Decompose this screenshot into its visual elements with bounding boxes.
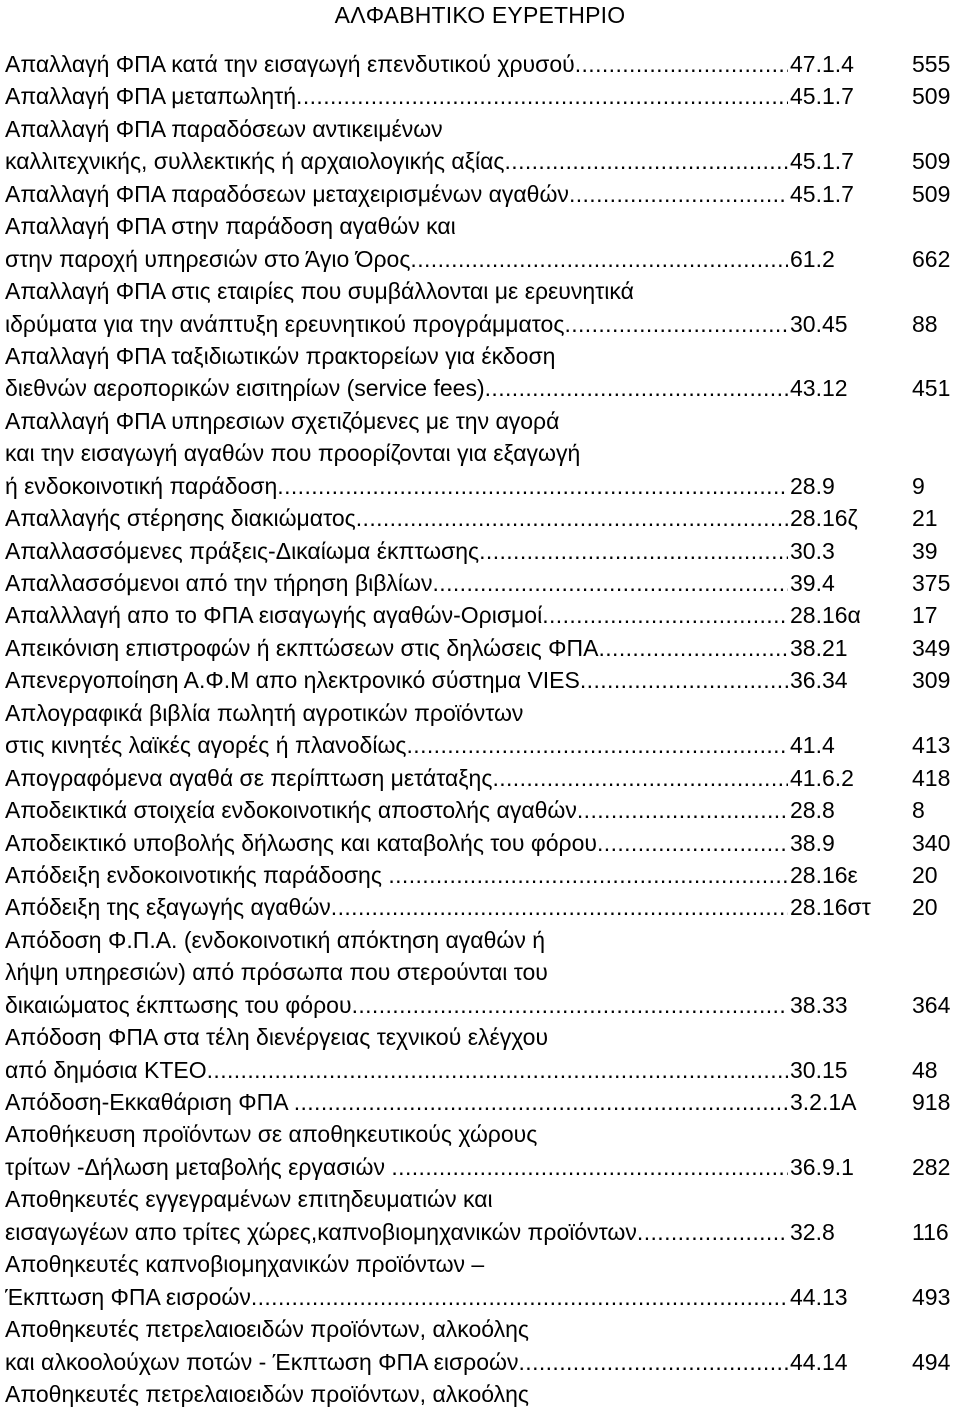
index-line	[0, 1313, 960, 1345]
index-line	[0, 859, 960, 891]
index-line	[0, 989, 960, 1021]
index-entry-page: 9	[912, 472, 925, 499]
index-entry-ref: 28.9	[790, 472, 835, 499]
index-entry-text: Απόδειξη της εξαγωγής αγαθών .....	[5, 891, 788, 923]
index-entry-page: 116	[912, 1218, 949, 1245]
index-line	[0, 794, 960, 826]
index-entry-page: 555	[912, 51, 951, 77]
index-entry-page: 20	[912, 861, 938, 888]
index-entry-ref: 41.4	[790, 732, 835, 759]
index-entry-page: 8	[912, 797, 925, 824]
index-line	[0, 1248, 960, 1280]
index-line	[0, 1054, 960, 1086]
index-line	[0, 243, 960, 275]
index-entry-ref: 28.16ε	[790, 861, 858, 888]
index-entry-text: λήψη υπηρεσιών) από πρόσωπα που στερούνται του	[5, 959, 548, 986]
index-entry-page: 364	[912, 991, 951, 1018]
index-entry-text: Αποθηκευτές πετρελαιοειδών προϊόντων, αλκοόλης	[5, 1380, 529, 1407]
index-line	[0, 632, 960, 664]
index-entry-page: 309	[912, 667, 951, 694]
index-entry-text: από δημόσια ΚΤΕΟ .....	[5, 1054, 788, 1086]
index-line	[0, 1346, 960, 1378]
index-line	[0, 80, 960, 112]
index-entry-page: 509	[912, 83, 951, 110]
index-line	[0, 762, 960, 794]
index-entry-page: 48	[912, 1056, 938, 1083]
index-entry-text: Απαλλαγή ΦΠΑ παραδόσεων αντικειμένων	[5, 115, 443, 142]
index-entry-page: 418	[912, 764, 951, 791]
index-entry-ref: 36.34	[790, 667, 848, 694]
index-line	[0, 275, 960, 307]
index-line	[0, 145, 960, 177]
index-entry-ref: 28.16στ	[790, 894, 871, 921]
index-entry-text: Απαλλαγή ΦΠΑ μεταπωλητή .....	[5, 80, 788, 112]
index-line	[0, 697, 960, 729]
index-entry-page: 494	[912, 1348, 951, 1375]
index-entry-page: 493	[912, 1283, 951, 1310]
index-entry-text: Αποθηκευτές εγγεγραμένων επιτηδευματιών και	[5, 1186, 493, 1213]
index-entry-text: Απογραφόμενα αγαθά σε περίπτωση μετάταξης .....	[5, 762, 788, 794]
index-entry-text: Απαλλαγή ΦΠΑ ταξιδιωτικών πρακτορείων για έκδοση	[5, 342, 556, 369]
index-entry-page: 662	[912, 245, 951, 272]
index-entry-text: Αποθηκευτές πετρελαιοειδών προϊόντων, αλκοόλης	[5, 1316, 529, 1343]
index-entry-ref: 28.16ζ	[790, 505, 858, 532]
index-entry-text: Απαλλασσόμενοι από την τήρηση βιβλίων .....	[5, 567, 788, 599]
index-entry-text: δικαιώματος έκπτωσης του φόρου .....	[5, 989, 788, 1021]
index-entry-text: και αλκοολούχων ποτών - Έκπτωση ΦΠΑ εισροών .....	[5, 1346, 788, 1378]
index-line	[0, 827, 960, 859]
index-entry-text: καλλιτεχνικής, συλλεκτικής ή αρχαιολογικής αξίας .....	[5, 145, 788, 177]
index-entry-text: Απενεργοποίηση Α.Φ.Μ απο ηλεκτρονικό σύστημα VIES .....	[5, 664, 788, 696]
index-line	[0, 340, 960, 372]
index-entry-text: εισαγωγέων απο τρίτες χώρες,καπνοβιομηχανικών προϊόντων .....	[5, 1216, 788, 1248]
index-line	[0, 113, 960, 145]
index-entry-text: Απλογραφικά βιβλία πωλητή αγροτικών προϊόντων	[5, 699, 524, 726]
index-entry-text: Αποδεικτικά στοιχεία ενδοκοινοτικής αποστολής αγαθών .....	[5, 794, 788, 826]
index-line	[0, 1216, 960, 1248]
index-entry-text: Απαλλαγή ΦΠΑ παραδόσεων μεταχειρισμένων αγαθών .....	[5, 178, 788, 210]
index-entry-ref: 3.2.1Α	[790, 1089, 857, 1115]
index-entry-text: Απαλλαγή ΦΠΑ στις εταιρίες που συμβάλλονται με ερευνητικά	[5, 278, 634, 305]
index-entry-text: Απεικόνιση επιστροφών ή εκπτώσεων στις δηλώσεις ΦΠΑ .....	[5, 632, 788, 664]
page-title: ΑΛΦΑΒΗΤΙΚΟ ΕΥΡΕΤΗΡΙΟ	[334, 2, 626, 28]
index-entry-ref: 44.13	[790, 1283, 848, 1310]
index-line	[0, 1151, 960, 1183]
index-entry-ref: 38.21	[790, 634, 848, 661]
index-line	[0, 664, 960, 696]
index-entry-ref: 38.33	[790, 991, 848, 1018]
index-entry-text: Έκπτωση ΦΠΑ εισροών .....	[5, 1281, 788, 1313]
index-entry-page: 21	[912, 505, 938, 532]
index-entry-text: και την εισαγωγή αγαθών που προορίζονται για εξαγωγή	[5, 440, 581, 467]
index-entry-page: 282	[912, 1153, 951, 1180]
index-entry-text: Απαλλαγή ΦΠΑ στην παράδοση αγαθών και	[5, 213, 456, 240]
index-line	[0, 48, 960, 80]
index-entry-page: 17	[912, 602, 938, 629]
index-entry-page: 413	[912, 732, 951, 759]
index-entry-text: Αποθηκευτές καπνοβιομηχανικών προϊόντων –	[5, 1251, 485, 1278]
index-line	[0, 729, 960, 761]
index-entry-page: 451	[912, 375, 951, 402]
index-entry-text: Αποθήκευση προϊόντων σε αποθηκευτικούς χώρους	[5, 1121, 538, 1148]
index-entry-text: Αποδεικτικό υποβολής δήλωσης και καταβολής του φόρου .....	[5, 827, 788, 859]
index-line	[0, 535, 960, 567]
index-entry-ref: 38.9	[790, 829, 835, 856]
index-entry-page: 88	[912, 310, 938, 337]
index-entry-page: 340	[912, 829, 951, 856]
index-line	[0, 210, 960, 242]
index-line	[0, 1086, 960, 1118]
index-entry-ref: 45.1.7	[790, 148, 854, 175]
index-entry-ref: 30.15	[790, 1056, 848, 1083]
index-line	[0, 567, 960, 599]
index-line	[0, 502, 960, 534]
index-line	[0, 1183, 960, 1215]
index-entry-page: 349	[912, 634, 951, 661]
index-line	[0, 1281, 960, 1313]
index-entry-text: Απαλλαγής στέρησης διακιώματος .....	[5, 502, 788, 534]
index-entry-page: 39	[912, 537, 938, 564]
index-entry-text: τρίτων -Δήλωση μεταβολής εργασιών .....	[5, 1151, 788, 1183]
index-entry-text: Απόδοση-Εκκαθάριση ΦΠΑ .....	[5, 1086, 788, 1118]
index-line	[0, 891, 960, 923]
index-entry-ref: 36.9.1	[790, 1153, 854, 1180]
index-entry-ref: 41.6.2	[790, 764, 854, 791]
index-entries	[0, 48, 960, 1410]
index-entry-text: Απόδειξη ενδοκοινοτικής παράδοσης .....	[5, 859, 788, 891]
index-entry-page: 509	[912, 180, 951, 207]
index-entry-ref: 28.16α	[790, 602, 861, 629]
index-line	[0, 956, 960, 988]
index-entry-text: Απαλλλαγή απο το ΦΠΑ εισαγωγής αγαθών-Ορισμοί .....	[5, 599, 788, 631]
index-entry-ref: 45.1.7	[790, 83, 854, 110]
index-entry-text: Απαλλαγή ΦΠΑ υπηρεσιων σχετιζόμενες με την αγορά	[5, 407, 560, 434]
index-line	[0, 924, 960, 956]
index-line	[0, 470, 960, 502]
index-line	[0, 437, 960, 469]
index-entry-ref: 47.1.4	[790, 51, 854, 77]
index-entry-text: στις κινητές λαϊκές αγορές ή πλανοδίως .....	[5, 729, 788, 761]
index-entry-ref: 44.14	[790, 1348, 848, 1375]
index-entry-page: 509	[912, 148, 951, 175]
index-line	[0, 1378, 960, 1410]
index-entry-text: ιδρύματα για την ανάπτυξη ερευνητικού προγράμματος .....	[5, 308, 788, 340]
index-entry-text: Απαλλαγή ΦΠΑ κατά την εισαγωγή επενδυτικού χρυσού .....	[5, 48, 788, 80]
index-line	[0, 405, 960, 437]
index-entry-ref: 30.3	[790, 537, 835, 564]
index-entry-text: ή ενδοκοινοτική παράδοση .....	[5, 470, 788, 502]
index-entry-ref: 61.2	[790, 245, 835, 272]
index-line	[0, 599, 960, 631]
index-line	[0, 308, 960, 340]
index-entry-ref: 32.8	[790, 1218, 835, 1245]
index-line	[0, 1021, 960, 1053]
index-entry-text: στην παροχή υπηρεσιών στο Άγιο Όρος .....	[5, 243, 788, 275]
index-entry-text: Απόδοση ΦΠΑ στα τέλη διενέργειας τεχνικού ελέγχου	[5, 1024, 549, 1051]
index-entry-ref: 30.45	[790, 310, 848, 337]
index-entry-page: 918	[912, 1089, 951, 1115]
index-line	[0, 178, 960, 210]
index-entry-ref: 28.8	[790, 797, 835, 824]
index-entry-page: 20	[912, 894, 938, 921]
index-entry-page: 375	[912, 570, 951, 596]
index-line	[0, 372, 960, 404]
index-entry-ref: 43.12	[790, 375, 848, 402]
index-entry-text: Απόδοση Φ.Π.Α. (ενδοκοινοτική απόκτηση αγαθών ή	[5, 926, 546, 953]
index-line	[0, 1118, 960, 1150]
index-entry-text: διεθνών αεροπορικών εισιτηρίων (service fees) .....	[5, 372, 788, 404]
index-entry-text: Απαλλασσόμενες πράξεις-Δικαίωμα έκπτωσης .....	[5, 535, 788, 567]
index-entry-ref: 39.4	[790, 570, 835, 596]
index-entry-ref: 45.1.7	[790, 180, 854, 207]
